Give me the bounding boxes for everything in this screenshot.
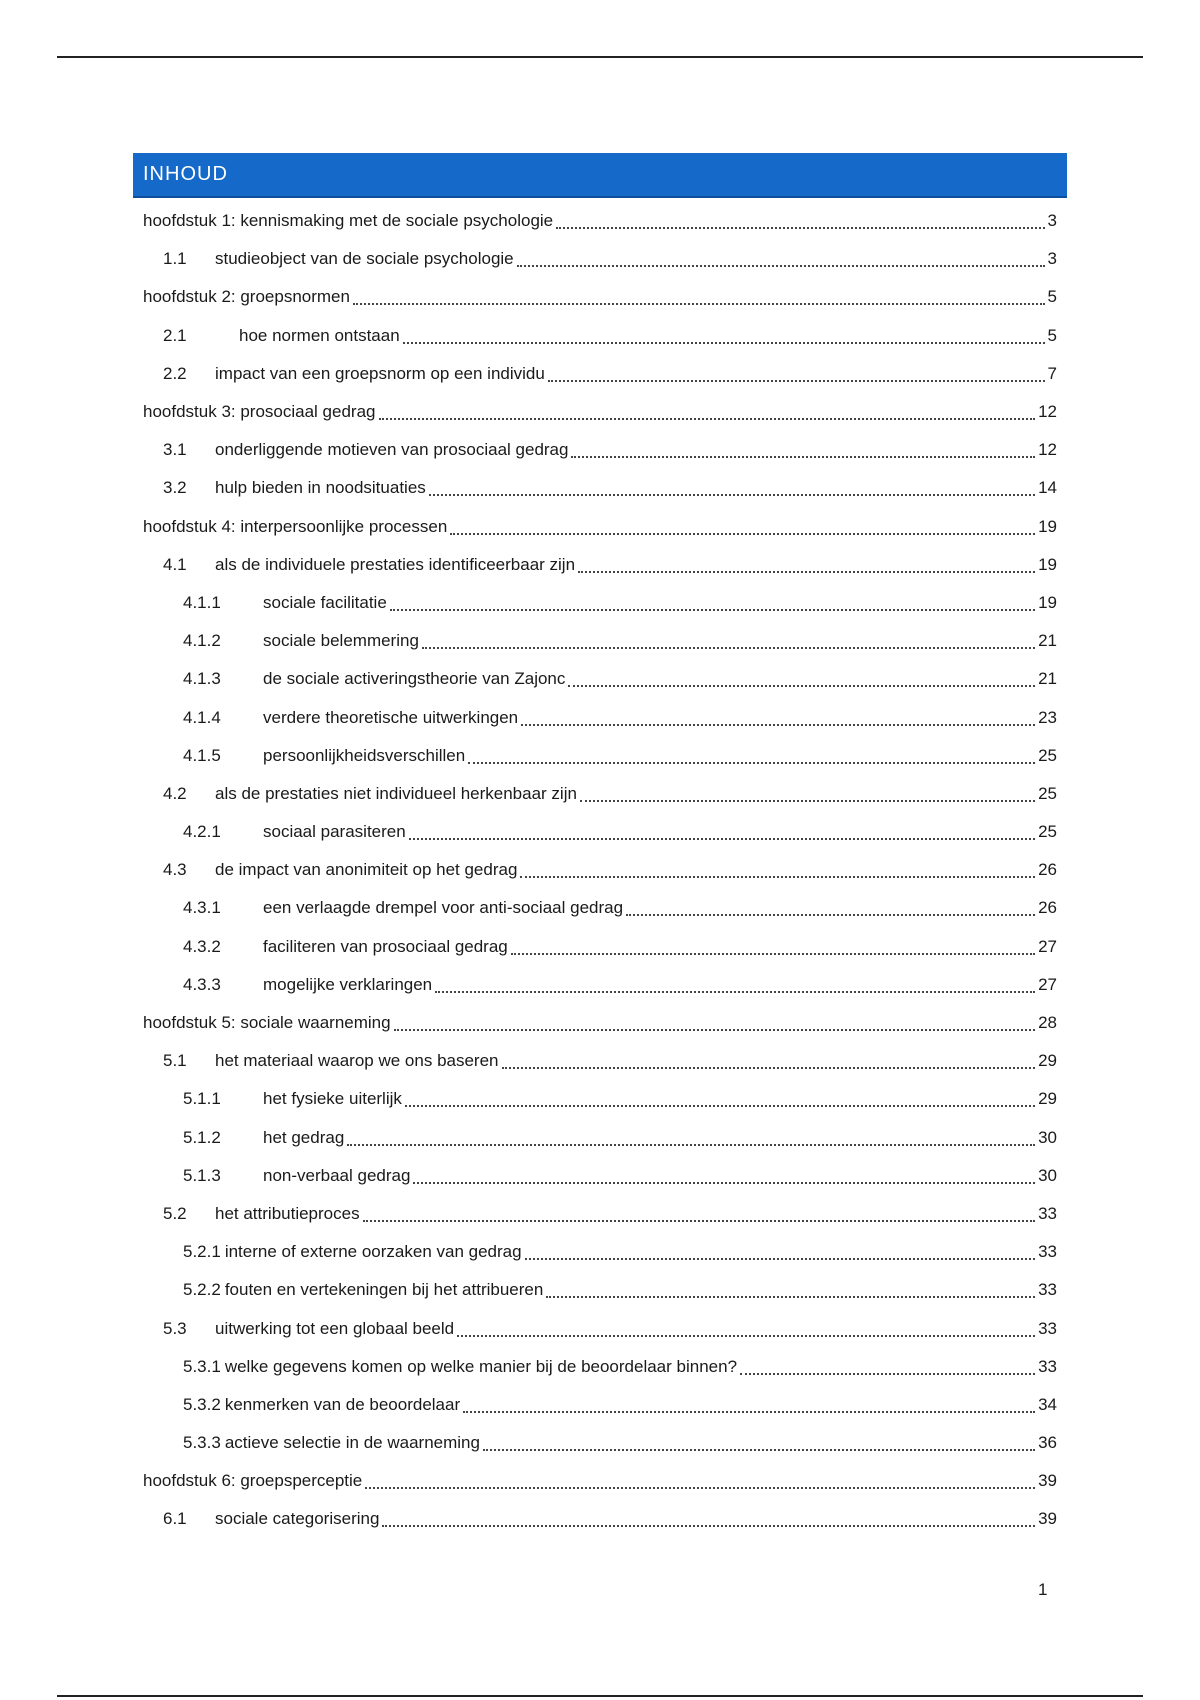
toc-dot-leader xyxy=(521,724,1035,726)
toc-entry-page: 25 xyxy=(1038,822,1057,842)
toc-dot-leader xyxy=(571,456,1035,458)
toc-entry-page: 27 xyxy=(1038,974,1057,994)
table-of-contents xyxy=(133,153,1067,1539)
toc-dot-leader xyxy=(450,533,1035,535)
toc-entry-page: 39 xyxy=(1038,1471,1057,1491)
toc-entry-page: 3 xyxy=(1047,211,1057,231)
toc-entry[interactable] xyxy=(133,813,1067,851)
toc-entry-title: onderliggende motieven van prosociaal gedrag xyxy=(215,440,569,460)
toc-entry-title: verdere theoretische uitwerkingen xyxy=(263,707,519,727)
toc-dot-leader xyxy=(394,1029,1035,1031)
toc-entry-page: 19 xyxy=(1038,516,1057,536)
toc-entry[interactable] xyxy=(133,202,1067,240)
toc-entry[interactable] xyxy=(133,1042,1067,1080)
toc-dot-leader xyxy=(468,762,1035,764)
header-rule xyxy=(57,56,1143,58)
toc-entry-title: het attributieproces xyxy=(215,1203,360,1223)
toc-entry-title: hoofdstuk 1: kennismaking met de sociale psychologie xyxy=(143,211,554,231)
toc-entry-number: 5.1.2 xyxy=(183,1127,221,1147)
toc-dot-leader xyxy=(347,1144,1035,1146)
toc-entry-title: fouten en vertekeningen bij het attribueren xyxy=(224,1280,544,1300)
toc-entry-number: 4.1 xyxy=(163,554,187,574)
toc-entry-page: 30 xyxy=(1038,1165,1057,1185)
toc-entry-title: als de individuele prestaties identificeerbaar zijn xyxy=(215,554,576,574)
toc-dot-leader xyxy=(548,380,1045,382)
toc-entry[interactable] xyxy=(133,508,1067,546)
toc-dot-leader xyxy=(580,800,1035,802)
toc-entry-page: 21 xyxy=(1038,669,1057,689)
toc-dot-leader xyxy=(517,265,1045,267)
toc-entry-title: hoofdstuk 5: sociale waarneming xyxy=(143,1013,391,1033)
toc-entry[interactable] xyxy=(133,698,1067,736)
toc-entry-number: 4.3.3 xyxy=(183,974,221,994)
toc-entry-number: 2.2 xyxy=(163,363,187,383)
toc-dot-leader xyxy=(525,1258,1036,1260)
toc-entry-page: 23 xyxy=(1038,707,1057,727)
toc-entry-number: 4.3.1 xyxy=(183,898,221,918)
toc-dot-leader xyxy=(422,647,1035,649)
toc-entry[interactable] xyxy=(133,1424,1067,1462)
toc-entry[interactable] xyxy=(133,1386,1067,1424)
toc-dot-leader xyxy=(363,1220,1035,1222)
toc-entry-page: 28 xyxy=(1038,1013,1057,1033)
toc-entry-title: impact van een groepsnorm op een individu xyxy=(215,363,545,383)
toc-entry-title: kenmerken van de beoordelaar xyxy=(224,1394,461,1414)
toc-entry-number: 4.1.5 xyxy=(183,745,221,765)
toc-entry-title: studieobject van de sociale psychologie xyxy=(215,249,514,269)
toc-entry-title: het gedrag xyxy=(263,1127,345,1147)
toc-entry[interactable] xyxy=(133,240,1067,278)
toc-entry-title: sociale facilitatie xyxy=(263,592,387,612)
toc-dot-leader xyxy=(626,914,1035,916)
toc-entry[interactable] xyxy=(133,317,1067,355)
toc-entry-title: non-verbaal gedrag xyxy=(263,1165,411,1185)
toc-dot-leader xyxy=(403,342,1045,344)
toc-entry-number: 2.1 xyxy=(163,325,187,345)
toc-dot-leader xyxy=(520,876,1035,878)
toc-dot-leader xyxy=(556,227,1044,229)
toc-entry-title: het fysieke uiterlijk xyxy=(263,1089,402,1109)
toc-entry-page: 21 xyxy=(1038,631,1057,651)
toc-entry-page: 33 xyxy=(1038,1356,1057,1376)
toc-entry[interactable] xyxy=(133,1233,1067,1271)
toc-entry-title: hulp bieden in noodsituaties xyxy=(215,478,426,498)
toc-entry-number: 4.2.1 xyxy=(183,822,221,842)
toc-heading: INHOUD xyxy=(133,153,1067,198)
toc-entry[interactable] xyxy=(133,622,1067,660)
toc-entry[interactable] xyxy=(133,737,1067,775)
toc-entry-number: 5.3.3 xyxy=(183,1433,221,1453)
toc-entry-number: 4.1.2 xyxy=(183,631,221,651)
toc-entry[interactable] xyxy=(133,1119,1067,1157)
toc-dot-leader xyxy=(382,1525,1035,1527)
toc-entry-page: 33 xyxy=(1038,1280,1057,1300)
toc-entry[interactable] xyxy=(133,1004,1067,1042)
toc-dot-leader xyxy=(483,1449,1035,1451)
toc-entry-number: 4.2 xyxy=(163,783,187,803)
toc-entry-number: 5.3.1 xyxy=(183,1356,221,1376)
toc-entry[interactable] xyxy=(133,1157,1067,1195)
toc-entry-page: 33 xyxy=(1038,1242,1057,1262)
toc-entry-page: 26 xyxy=(1038,860,1057,880)
toc-entry-title: faciliteren van prosociaal gedrag xyxy=(263,936,508,956)
toc-entry[interactable] xyxy=(133,1500,1067,1538)
toc-entry-title: de sociale activeringstheorie van Zajonc xyxy=(263,669,566,689)
toc-entry[interactable] xyxy=(133,1080,1067,1118)
toc-dot-leader xyxy=(740,1373,1035,1375)
footer-rule xyxy=(57,1695,1143,1697)
toc-entry-number: 3.1 xyxy=(163,440,187,460)
toc-entry-number: 5.3 xyxy=(163,1318,187,1338)
toc-entry-number: 5.1 xyxy=(163,1051,187,1071)
toc-dot-leader xyxy=(502,1067,1036,1069)
toc-entry-page: 33 xyxy=(1038,1203,1057,1223)
toc-entry-title: hoofdstuk 6: groepsperceptie xyxy=(143,1471,363,1491)
toc-entry-number: 3.2 xyxy=(163,478,187,498)
toc-entry[interactable] xyxy=(133,431,1067,469)
toc-dot-leader xyxy=(353,303,1045,305)
toc-entry-title: sociale categorisering xyxy=(215,1509,380,1529)
toc-entry-page: 39 xyxy=(1038,1509,1057,1529)
toc-entry-number: 1.1 xyxy=(163,249,187,269)
toc-entry-page: 33 xyxy=(1038,1318,1057,1338)
toc-dot-leader xyxy=(463,1411,1035,1413)
toc-entry-page: 27 xyxy=(1038,936,1057,956)
toc-entry-page: 30 xyxy=(1038,1127,1057,1147)
toc-entry-title: sociaal parasiteren xyxy=(263,822,406,842)
toc-entry[interactable] xyxy=(133,1195,1067,1233)
toc-entry-title: als de prestaties niet individueel herkenbaar zijn xyxy=(215,783,577,803)
toc-entry-number: 4.1.4 xyxy=(183,707,221,727)
toc-entry[interactable] xyxy=(133,775,1067,813)
toc-entry[interactable] xyxy=(133,851,1067,889)
toc-entry[interactable] xyxy=(133,278,1067,316)
toc-dot-leader xyxy=(457,1335,1035,1337)
toc-entry-title: de impact van anonimiteit op het gedrag xyxy=(215,860,518,880)
toc-entry[interactable] xyxy=(133,966,1067,1004)
toc-dot-leader xyxy=(405,1105,1035,1107)
toc-entry-number: 5.2.2 xyxy=(183,1280,221,1300)
toc-entry-number: 5.1.1 xyxy=(183,1089,221,1109)
toc-entry-number: 5.1.3 xyxy=(183,1165,221,1185)
toc-entry[interactable] xyxy=(133,584,1067,622)
toc-entry-number: 4.1.3 xyxy=(183,669,221,689)
toc-entry-page: 7 xyxy=(1047,363,1057,383)
toc-entry-page: 12 xyxy=(1038,440,1057,460)
toc-dot-leader xyxy=(365,1487,1035,1489)
toc-dot-leader xyxy=(568,685,1035,687)
toc-entry-page: 36 xyxy=(1038,1433,1057,1453)
toc-entry-title: persoonlijkheidsverschillen xyxy=(263,745,466,765)
toc-entry-title: mogelijke verklaringen xyxy=(263,974,433,994)
toc-dot-leader xyxy=(435,991,1035,993)
toc-dot-leader xyxy=(429,494,1035,496)
toc-entry[interactable] xyxy=(133,355,1067,393)
toc-entry-page: 12 xyxy=(1038,402,1057,422)
toc-entry[interactable] xyxy=(133,889,1067,927)
toc-entry-title: welke gegevens komen op welke manier bij de beoordelaar binnen? xyxy=(224,1356,738,1376)
toc-entry[interactable] xyxy=(133,928,1067,966)
toc-entry-number: 4.3 xyxy=(163,860,187,880)
toc-entry-title: hoofdstuk 2: groepsnormen xyxy=(143,287,350,307)
toc-entry-page: 26 xyxy=(1038,898,1057,918)
toc-entry-title: sociale belemmering xyxy=(263,631,419,651)
toc-dot-leader xyxy=(413,1182,1035,1184)
toc-entry-page: 3 xyxy=(1047,249,1057,269)
toc-entry[interactable] xyxy=(133,546,1067,584)
toc-entry-page: 34 xyxy=(1038,1394,1057,1414)
toc-dot-leader xyxy=(390,609,1035,611)
toc-entry-page: 19 xyxy=(1038,554,1057,574)
toc-entry-page: 5 xyxy=(1047,287,1057,307)
toc-entry-number: 6.1 xyxy=(163,1509,187,1529)
toc-dot-leader xyxy=(409,838,1035,840)
toc-entry-page: 19 xyxy=(1038,592,1057,612)
toc-entry[interactable] xyxy=(133,1348,1067,1386)
toc-entry-number: 5.2.1 xyxy=(183,1242,221,1262)
toc-entry[interactable] xyxy=(133,1271,1067,1309)
toc-entry-title: uitwerking tot een globaal beeld xyxy=(215,1318,455,1338)
toc-entry-page: 25 xyxy=(1038,783,1057,803)
toc-entry-title: het materiaal waarop we ons baseren xyxy=(215,1051,499,1071)
toc-dot-leader xyxy=(379,418,1036,420)
toc-entry-title: interne of externe oorzaken van gedrag xyxy=(224,1242,522,1262)
toc-entry[interactable] xyxy=(133,393,1067,431)
toc-entry-page: 25 xyxy=(1038,745,1057,765)
toc-entry-title: een verlaagde drempel voor anti-sociaal gedrag xyxy=(263,898,624,918)
toc-entry-title: hoofdstuk 4: interpersoonlijke processen xyxy=(143,516,448,536)
toc-entry-page: 29 xyxy=(1038,1089,1057,1109)
toc-entry[interactable] xyxy=(133,469,1067,507)
toc-entry-number: 5.3.2 xyxy=(183,1394,221,1414)
toc-dot-leader xyxy=(578,571,1035,573)
toc-entry-number: 4.1.1 xyxy=(183,592,221,612)
toc-entry-page: 14 xyxy=(1038,478,1057,498)
toc-entry-number: 5.2 xyxy=(163,1203,187,1223)
toc-list xyxy=(133,202,1067,1539)
toc-entry-number: 4.3.2 xyxy=(183,936,221,956)
toc-entry-title: hoe normen ontstaan xyxy=(239,325,400,345)
toc-entry[interactable] xyxy=(133,660,1067,698)
page-number: 1 xyxy=(1038,1580,1048,1599)
toc-dot-leader xyxy=(546,1296,1035,1298)
toc-entry-page: 5 xyxy=(1047,325,1057,345)
toc-dot-leader xyxy=(511,953,1035,955)
toc-entry-title: hoofdstuk 3: prosociaal gedrag xyxy=(143,402,376,422)
toc-entry[interactable] xyxy=(133,1309,1067,1347)
toc-entry-title: actieve selectie in de waarneming xyxy=(224,1433,480,1453)
toc-entry-page: 29 xyxy=(1038,1051,1057,1071)
toc-entry[interactable] xyxy=(133,1462,1067,1500)
